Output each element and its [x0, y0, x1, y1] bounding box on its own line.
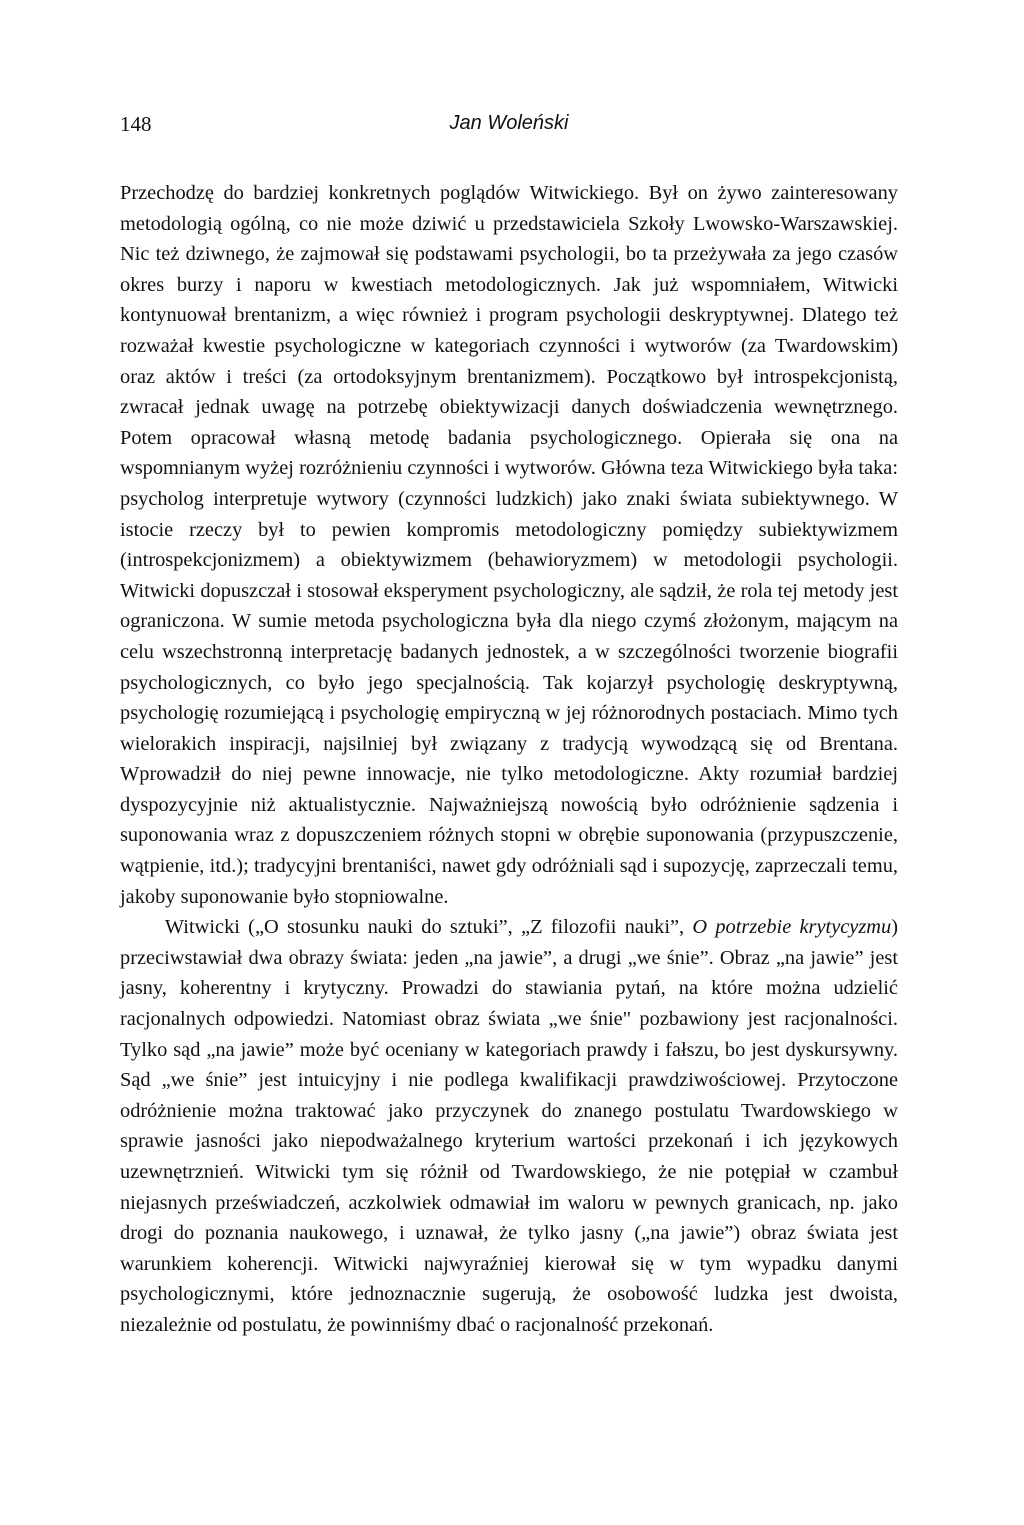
book-page — [120, 112, 898, 1341]
paragraph-1: Przechodzę do bardziej konkretnych poglądów Witwickiego. Był on żywo zainteresowany metodologią ogólną, co nie może dziwić u przedstawiciela Szkoły Lwowsko-Warszawskiej. Nic też dziwnego, że zajmował się podstawami psychologii, bo ta przeżywała za jego czasów okres burzy i naporu w kwestiach metodologicznych. Jak już wspomniałem, Witwicki kontynuował brentanizm, a więc również i program psychologii deskryptywnej. Dlatego też rozważał kwestie psychologiczne w kategoriach czynności i wytworów (za Twardowskim) oraz aktów i treści (za ortodoksyjnym brentanizmem). Początkowo był introspekcjonistą, zwracał jednak uwagę na potrzebę obiektywizacji danych doświadczenia wewnętrznego. Potem opracował własną metodę badania psychologicznego. Opierała się ona na wspomnianym wyżej rozróżnieniu czynności i wytworów. Główna teza Witwickiego była taka: psycholog interpretuje wytwory (czynności ludzkich) jako znaki świata subiektywnego. W istocie rzeczy był to pewien kompromis metodologiczny pomiędzy subiektywizmem (introspekcjonizmem) a obiektywizmem (behawioryzmem) w metodologii psychologii. Witwicki dopuszczał i stosował eksperyment psychologiczny, ale sądził, że rola tej metody jest ograniczona. W sumie metoda psychologiczna była dla niego czymś złożonym, mającym na celu wszechstronną interpretację badanych jednostek, a w szczególności tworzenie biografii psychologicznych, co było jego specjalnością. Tak kojarzył psychologię deskryptywną, psychologię rozumiejącą i psychologię empiryczną w jej różnorodnych postaciach. Mimo tych wielorakich inspiracji, najsilniej był związany z tradycją wywodzącą się od Brentana. Wprowadził do niej pewne innowacje, nie tylko metodologiczne. Akty rozumiał bardziej dyspozycyjnie niż aktualistycznie. Najważniejszą nowością było odróżnienie sądzenia i suponowania wraz z dopuszczeniem różnych stopni w obrębie suponowania (przypuszczenie, wątpienie, itd.); tradycyjni brentaniści, nawet gdy odróżniali sąd i supozycję, zaprzeczali temu, jakoby suponowanie było stopniowalne. — [120, 182, 898, 908]
paragraph-2 — [120, 912, 898, 1340]
running-title-author: Jan Woleński — [449, 112, 569, 134]
paragraph-2-text-rest: ) przeciwstawiał dwa obrazy świata: jeden „na jawie”, a drugi „we śnie”. Obraz „na jawie” jest jasny, koherentny i krytyczny. Prowadzi do stawiania pytań, na które można udzielić racjonalnych odpowiedzi. Natomiast obraz świata „we śnie" pozbawiony jest racjonalności. Tylko sąd „na jawie” może być oceniany w kategoriach prawdy i fałszu, bo jest dyskursywny. Sąd „we śnie” jest intuicyjny i nie podlega kwalifikacji prawdziwościowej. Przytoczone odróżnienie można traktować jako przyczynek do znanego postulatu Twardowskiego w sprawie jasności jako niepodważalnego kryterium wartości przekonań i ich językowych uzewnętrznień. Witwicki tym się różnił od Twardowskiego, że nie potępiał w czambuł niejasnych przeświadczeń, aczkolwiek odmawiał im waloru w pewnych granicach, np. jako drogi do poznania naukowego, i uznawał, że tylko jasny („na jawie”) obraz świata jest warunkiem koherencji. Witwicki najwyraźniej kierował się w tym wypadku danymi psychologicznymi, które jednoznacznie sugerują, że osobowość ludzka jest dwoista, niezależnie od postulatu, że powinniśmy dbać o racjonalność przekonań. — [120, 916, 898, 1336]
body-text — [120, 178, 898, 1341]
book-title-italic: O potrzebie krytycyzmu — [692, 916, 892, 939]
paragraph-2-text-start: Witwicki („O stosunku nauki do sztuki”, „Z filozofii nauki”, — [164, 916, 693, 939]
running-head — [120, 112, 898, 152]
page-number: 148 — [120, 112, 152, 136]
